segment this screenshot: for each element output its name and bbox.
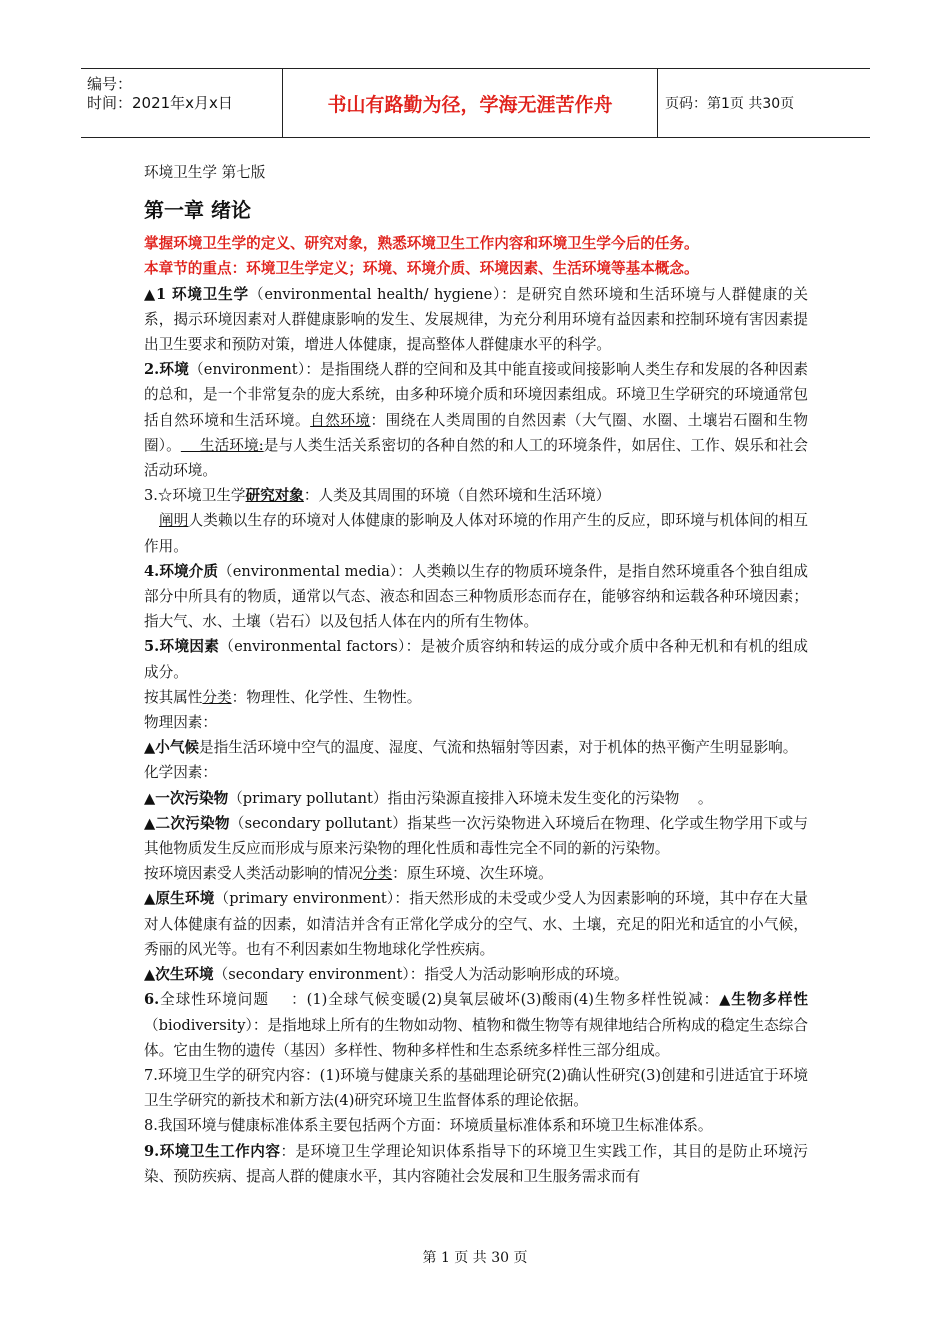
def-env-factors: 5.环境因素（environmental factors）：是被介质容纳和转运的成分或介质中各种无机和有机的组成成分。 [144,638,808,681]
def-env-work: 9.环境卫生工作内容：是环境卫生学理论知识体系指导下的环境卫生实践工作，其目的是防止环境污染、预防疾病、提高人群的健康水平，其内容随社会发展和卫生服务需求而有 [144,1142,808,1185]
term: 研究对象 [245,487,304,505]
def-env-hygiene: ▲1 环境卫生学（environmental health/ hygiene）：是研究自然环境和生活环境与人群健康的关系，揭示环境因素对人群健康影响的发生、发展规律，为充分利用环境有益因素和控制环境有害因素提出卫生要求和预防对策，增进人体健康，提高整体人群健康水平的科学。 [144,285,808,354]
chapter-title: 第一章 绪论 [144,198,251,223]
natural-env-label: 自然环境 [310,411,371,429]
header-meta [81,69,283,137]
living-env-label: 生活环境: [180,436,264,454]
standards-system: 8.我国环境与健康标准体系主要包括两个方面：环境质量标准体系和环境卫生标准体系。 [144,1117,713,1135]
global-issues: 6.全球性环境问题 ：(1)全球气候变暖(2)臭氧层破坏(3)酸雨(4)生物多样性锐减：▲生物多样性（biodiversity）：是指地球上所有的生物如动物、植物和微生物等有规律地结合所构成的稳定生态综合体。它由生物的遗传（基因）多样性、物种多样性和生态系统多样性三部分组成。 [144,991,808,1059]
header-number: 编号： [87,75,133,93]
term: ▲1 环境卫生学 [144,285,249,303]
def-env-media: 4.环境介质（environmental media）：人类赖以生存的物质环境条件，是指自然环境重各个独自组成部分中所具有的物质，通常以气态、液态和固态三种物质形态而存在，能够容纳和运载各种环境因素；指大气、水、土壤（岩石）以及包括人体在内的所有生物体。 [144,562,808,631]
term: 9.环境卫生工作内容 [144,1142,281,1160]
term: 4.环境介质 [144,562,219,580]
term: ▲一次污染物 [144,789,229,807]
term: ▲小气候 [144,739,200,757]
term: ▲次生环境 [144,966,214,984]
factor-classification: 按其属性分类：物理性、化学性、生物性。 [144,688,422,706]
research-content: 7.环境卫生学的研究内容：(1)环境与健康关系的基础理论研究(2)确认性研究(3)创建和引进适宜于环境卫生学研究的新技术和新方法(4)研究环境卫生监督体系的理论依据。 [144,1066,808,1110]
chemical-factors-heading: 化学因素： [144,764,217,782]
def-environment: 2.环境（environment）：是指围绕人群的空间和及其中能直接或间接影响人类生存和发展的各种因素的总和，是一个非常复杂的庞大系统，由多种环境介质和环境因素组成。环境卫生学研究的环境通常包括自然环境和生活环境。自然环境：围绕在人类周围的自然因素（大气圈、水圈、土壤岩石圈和生物圈）。 生活环境:是与人类生活关系密切的各种自然的和人工的环境条件，如居住、工作、娱乐和社会活动环境。 [144,361,808,480]
physical-factors-heading: 物理因素： [144,714,217,732]
document-body [144,160,808,1189]
def-microclimate: ▲小气候是指生活环境中空气的温度、湿度、气流和热辐射等因素，对于机体的热平衡产生明显影响。 [144,739,798,757]
header-page-info: 页码：第1页 共30页 [665,96,795,112]
env-classification: 按环境因素受人类活动影响的情况分类：原生环境、次生环境。 [144,865,553,883]
research-object: 3.☆环境卫生学研究对象：人类及其周围的环境（自然环境和生活环境） [144,487,611,505]
term: 2.环境 [144,361,190,379]
term: ▲二次污染物 [144,814,230,832]
def-secondary-env: ▲次生环境（secondary environment）：指受人为活动影响形成的环境。 [144,966,629,984]
def-primary-env: ▲原生环境（primary environment）：指天然形成的未受或少受人为因素影响的环境，其中存在大量对人体健康有益的因素，如清洁并含有正常化学成分的空气、水、土壤，充足的阳光和适宜的小气候，秀丽的风光等。也有不利因素如生物地球化学性疾病。 [144,890,808,958]
objective-1: 掌握环境卫生学的定义、研究对象，熟悉环境卫生工作内容和环境卫生学今后的任务。 [144,235,699,253]
research-explain: 阐明人类赖以生存的环境对人体健康的影响及人体对环境的作用产生的反应，即环境与机体间的相互作用。 [144,512,808,555]
def-secondary-pollutant: ▲二次污染物（secondary pollutant）指某些一次污染物进入环境后在物理、化学或生物学用下或与其他物质发生反应而形成与原来污染物的理化性质和毒性完全不同的新的污染物。 [144,814,808,858]
term: 5.环境因素 [144,638,220,656]
page-header [81,68,870,138]
term: ▲生物多样性 [719,991,808,1009]
header-motto: 书山有路勤为径，学海无涯苦作舟 [283,69,658,137]
term: ▲原生环境 [144,890,215,908]
book-title: 环境卫生学 第七版 [144,164,266,181]
header-date: 时间：2021年x月x日 [87,94,233,112]
objective-2: 本章节的重点：环境卫生学定义；环境、环境介质、环境因素、生活环境等基本概念。 [144,260,699,278]
def-primary-pollutant: ▲一次污染物（primary pollutant）指由污染源直接排入环境未发生变化的污染物 。 [144,789,713,807]
page-footer: 第 1 页 共 30 页 [422,1250,528,1266]
